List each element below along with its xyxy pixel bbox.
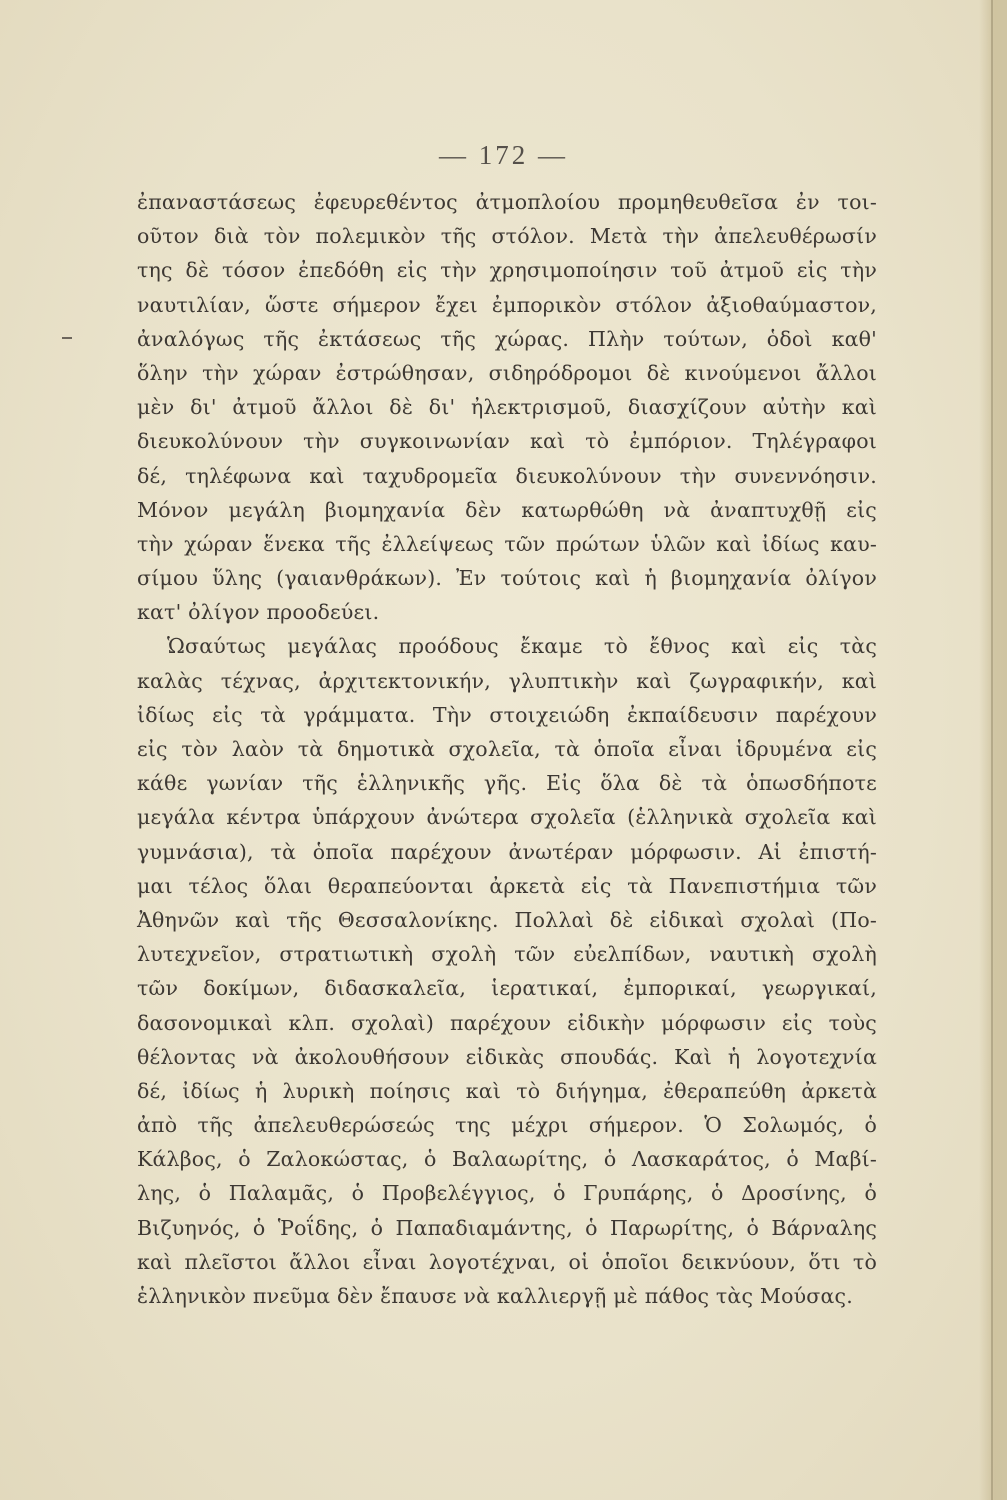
text-line: εἰς τὸν λαὸν τὰ δημοτικὰ σχολεῖα, τὰ ὁποῖα εἶναι ἱδρυμένα εἰς bbox=[137, 737, 877, 761]
text-line: μαι τέλος ὅλαι θεραπεύονται ἀρκετὰ εἰς τὰ Πανεπιστήμια τῶν bbox=[137, 873, 877, 898]
text-line: θέλοντας νὰ ἀκολουθήσουν εἰδικὰς σπουδάς. Καὶ ἡ λογοτεχνία bbox=[137, 1044, 877, 1069]
text-line: ἐπαναστάσεως ἐφευρεθέντος ἀτμοπλοίου προμηθευθεῖσα ἐν τοι- bbox=[137, 190, 877, 214]
text-line: οῦτον διὰ τὸν πολεμικὸν τῆς στόλον. Μετὰ τὴν ἀπελευθέρωσίν bbox=[137, 224, 877, 249]
page-number: — 172 — bbox=[439, 140, 568, 170]
text-line: τὴν χώραν ἕνεκα τῆς ἐλλείψεως τῶν πρώτων ὑλῶν καὶ ἰδίως καυ- bbox=[137, 531, 877, 556]
text-line: δέ, ἰδίως ἡ λυρικὴ ποίησις καὶ τὸ διήγημα, ἐθεραπεύθη ἀρκετὰ bbox=[137, 1078, 877, 1103]
text-line: ἰδίως εἰς τὰ γράμματα. Τὴν στοιχειώδη ἐκπαίδευσιν παρέχουν bbox=[137, 702, 877, 727]
text-line: μὲν δι' ἀτμοῦ ἄλλοι δὲ δι' ἠλεκτρισμοῦ, διασχίζουν αὐτὴν καὶ bbox=[137, 395, 877, 420]
text-line: λης, ὁ Παλαμᾶς, ὁ Προβελέγγιος, ὁ Γρυπάρης, ὁ Δροσίνης, ὁ bbox=[137, 1181, 877, 1206]
text-line: δέ, τηλέφωνα καὶ ταχυδρομεῖα διευκολύνουν τὴν συνεννόησιν. bbox=[137, 463, 877, 488]
paragraph-2 bbox=[137, 629, 877, 1313]
text-line: Ἀθηνῶν καὶ τῆς Θεσσαλονίκης. Πολλαὶ δὲ εἰδικαὶ σχολαὶ (Πο- bbox=[137, 907, 877, 932]
text-line: λυτεχνεῖον, στρατιωτικὴ σχολὴ τῶν εὐελπίδων, ναυτικὴ σχολὴ bbox=[137, 942, 877, 967]
text-line: ναυτιλίαν, ὥστε σήμερον ἔχει ἐμπορικὸν στόλον ἀξιοθαύμαστον, bbox=[137, 292, 877, 317]
text-line: γυμνάσια), τὰ ὁποῖα παρέχουν ἀνωτέραν μόρφωσιν. Αἱ ἐπιστή- bbox=[137, 839, 877, 864]
page-edge-line bbox=[991, 0, 993, 1500]
text-line: ἑλληνικὸν πνεῦμα δὲν ἔπαυσε νὰ καλλιεργῇ μὲ πάθος τὰς Μούσας. bbox=[137, 1284, 853, 1308]
text-line: σίμου ὕλης (γαιανθράκων). Ἐν τούτοις καὶ ἡ βιομηχανία ὀλίγον bbox=[137, 566, 877, 591]
text-line: Ὡσαύτως μεγάλας προόδους ἔκαμε τὸ ἔθνος καὶ εἰς τὰς bbox=[167, 634, 877, 659]
text-line: τῶν δοκίμων, διδασκαλεῖα, ἱερατικαί, ἐμπορικαί, γεωργικαί, bbox=[137, 976, 877, 1001]
body-text bbox=[137, 185, 877, 1313]
text-line: καὶ πλεῖστοι ἄλλοι εἶναι λογοτέχναι, οἱ ὁποῖοι δεικνύουν, ὅτι τὸ bbox=[137, 1249, 877, 1274]
text-line: κάθε γωνίαν τῆς ἑλληνικῆς γῆς. Εἰς ὅλα δὲ τὰ ὁπωσδήποτε bbox=[137, 771, 877, 796]
text-line: ὅλην τὴν χώραν ἐστρώθησαν, σιδηρόδρομοι δὲ κινούμενοι ἄλλοι bbox=[137, 360, 877, 385]
text-line: διευκολύνουν τὴν συγκοινωνίαν καὶ τὸ ἐμπόριον. Τηλέγραφοι bbox=[137, 429, 877, 454]
text-line: της δὲ τόσον ἐπεδόθη εἰς τὴν χρησιμοποίησιν τοῦ ἀτμοῦ εἰς τὴν bbox=[137, 258, 877, 283]
text-line: ἀπὸ τῆς ἀπελευθερώσεώς της μέχρι σήμερον. Ὁ Σολωμός, ὁ bbox=[137, 1113, 877, 1138]
text-line: καλὰς τέχνας, ἀρχιτεκτονικήν, γλυπτικὴν καὶ ζωγραφικήν, καὶ bbox=[137, 668, 877, 693]
text-line: κατ' ὀλίγον προοδεύει. bbox=[137, 600, 380, 625]
text-line: Κάλβος, ὁ Ζαλοκώστας, ὁ Βαλαωρίτης, ὁ Λασκαράτος, ὁ Μαβί- bbox=[137, 1147, 877, 1172]
page-edge-shadow bbox=[979, 0, 1007, 1500]
text-line: δασονομικαὶ κλπ. σχολαὶ) παρέχουν εἰδικὴν μόρφωσιν εἰς τοὺς bbox=[137, 1010, 877, 1035]
text-line: ἀναλόγως τῆς ἐκτάσεως τῆς χώρας. Πλὴν τούτων, ὁδοὶ καθ' bbox=[137, 326, 877, 351]
text-line: Βιζυηνός, ὁ Ῥοΐδης, ὁ Παπαδιαμάντης, ὁ Παρωρίτης, ὁ Βάρναλης bbox=[137, 1215, 877, 1240]
margin-mark bbox=[62, 337, 72, 339]
text-line: μεγάλα κέντρα ὑπάρχουν ἀνώτερα σχολεῖα (ἑλληνικὰ σχολεῖα καὶ bbox=[137, 805, 877, 830]
paragraph-1 bbox=[137, 185, 877, 629]
text-line: Μόνον μεγάλη βιομηχανία δὲν κατωρθώθη νὰ ἀναπτυχθῇ εἰς bbox=[137, 497, 877, 522]
